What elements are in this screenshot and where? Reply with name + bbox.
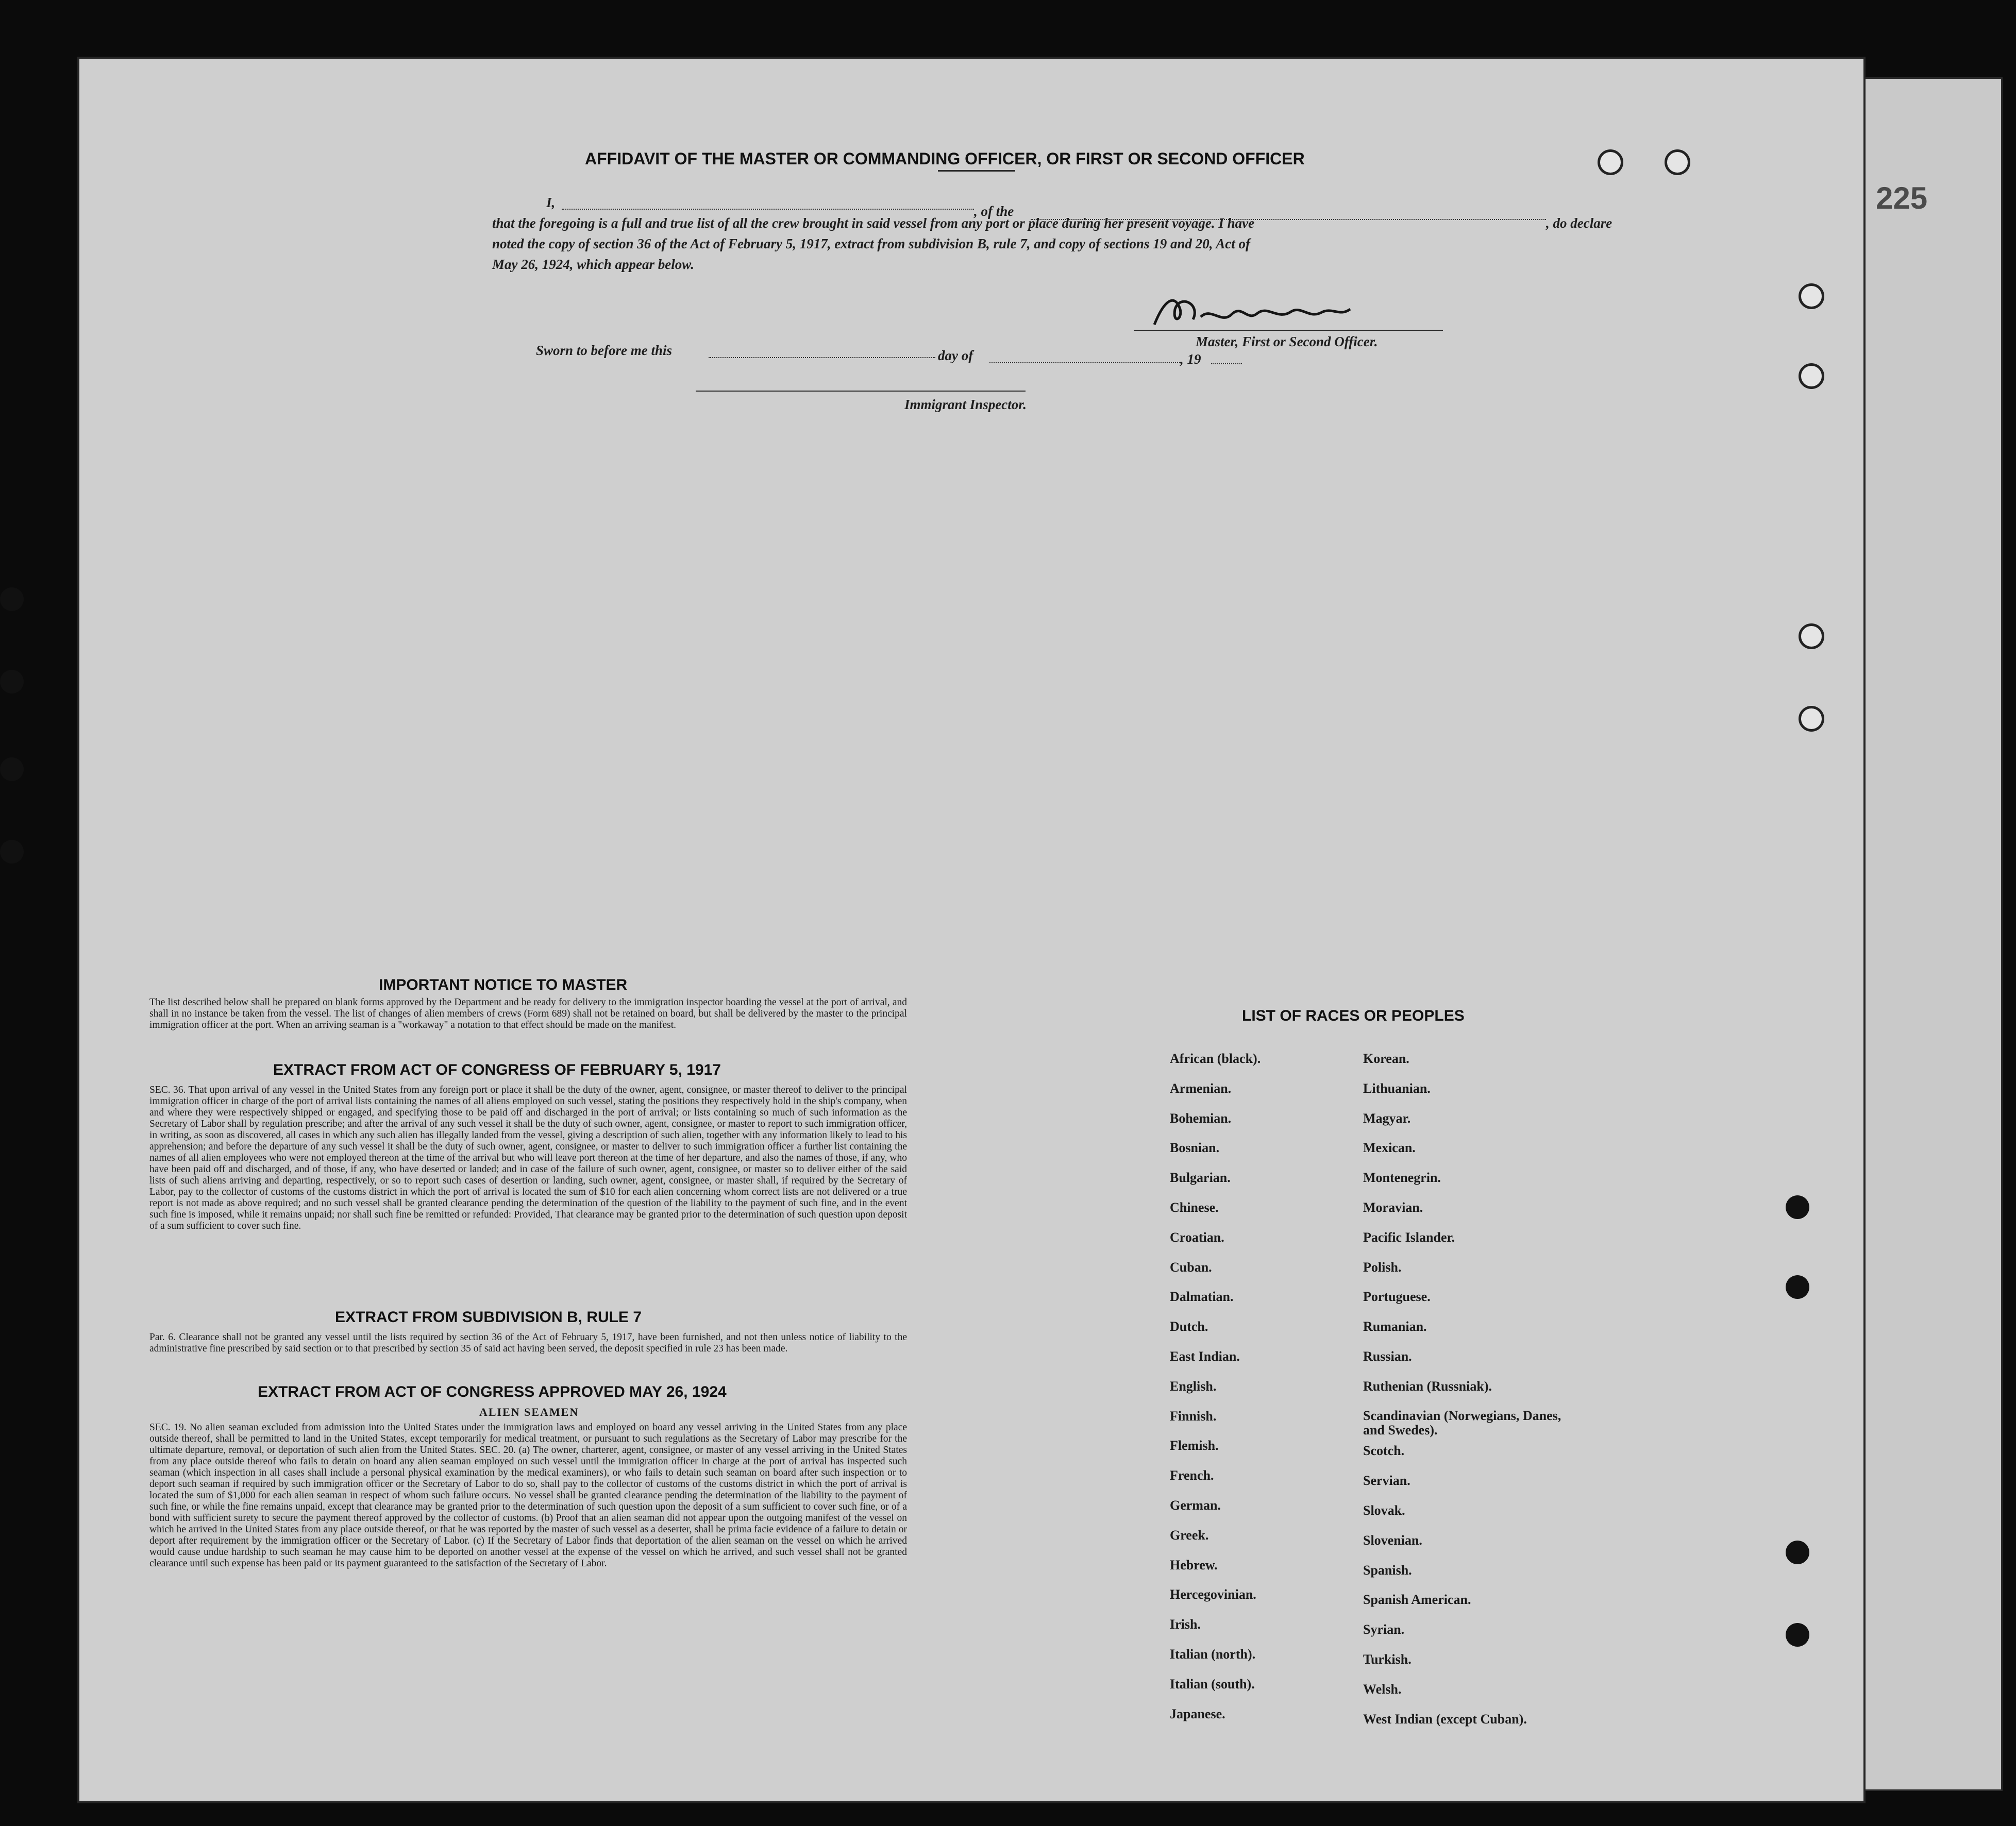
extract-1917-text: SEC. 36. That upon arrival of any vessel in the United States from any foreign port or place it shall be the duty of the owner, agent, consignee, or master thereof to deliver to the principal immigration officer in charge of the port of arrival lists containing the names of all aliens employed on such vessel, stating the positions they respectively hold in the ship's company, when and where they were respectively shipped or engaged, and specifying those to be paid off and discharged in the port of arrival; or lists containing so much of such information as the Secretary of Labor shall by regulation prescribe; and after the arrival of any such vessel it shall be the duty of such owner, agent, consignee, or master to report to such immigration officer, in writing, as soon as discovered, all cases in which any such alien has illegally landed from the vessel, giving a description of such alien, together with any information likely to lead to his apprehension; and before the departure of any such vessel it shall be the duty of such owner, agent, consignee, or master to deliver to such immigration officer a further list containing the names of all alien employees who were not employed thereon at the time of the arrival but who will leave port thereon at the time of her departure, and also the names of those, if any, who have been paid off and discharged, and of those, if any, who have deserted or landed; and in case of the failure of such owner, agent, consignee, or master so to deliver either of the said lists of such aliens arriving and departing, respectively, or so to report such cases of desertion or landing, such owner, agent, consignee, or master shall, if required by the Secretary of Labor, pay to the collector of customs of the customs district in which the port of arrival is located the sum of $10 for each alien concerning whom correct lists are not delivered or a true report is not made as above required; and no such vessel shall be granted clearance pending the determination of the question of the liability to the payment of such fine, and in the event such fine is imposed, while it remains unpaid; nor shall such fine be remitted or refunded: Provided, That clearance may be granted prior to the determination of such question upon deposit of a sum sufficient to cover such fine. <box>149 1085 907 1231</box>
race-right-item: Slovenian. <box>1363 1532 1422 1548</box>
punch-hole <box>0 587 24 611</box>
affidavit-title: AFFIDAVIT OF THE MASTER OR COMMANDING OFFICER, OR FIRST OR SECOND OFFICER <box>585 149 1305 168</box>
race-right-item: Slovak. <box>1363 1503 1405 1518</box>
race-left-item: French. <box>1170 1468 1214 1483</box>
punch-hole <box>1786 1623 1809 1647</box>
race-right-item: Spanish. <box>1363 1562 1412 1578</box>
race-left-item: Japanese. <box>1170 1706 1225 1721</box>
extract-1924-text: SEC. 19. No alien seaman excluded from admission into the United States under the immigration laws and employed on board any vessel arriving in the United States from any place outside thereof, shall be permitted to land in the United States, except temporarily for medical treatment, or pursuant to such regulations as the Secretary of Labor may prescribe for the ultimate departure, removal, or deportation of such alien from the United States. SEC. 20. (a) The owner, charterer, agent, consignee, or master of any vessel arriving in the United States from any place outside thereof who fails to detain on board any alien seaman employed on such vessel until the immigration officer in charge at the port of arrival has inspected such seaman (which inspection in all cases shall include a personal physical examination by the medical examiners), or who fails to detain such seaman on board after such inspection or to deport such seaman if required by such immigration officer or the Secretary of Labor to do so, shall pay to the collector of customs of the customs district in which the port of arrival is located the sum of $1,000 for each alien seaman in respect of whom such failure occurs. No vessel shall be granted clearance pending the determination of the liability to the payment of such fine, or while the fine remains unpaid, except that clearance may be granted prior to the determination of such question upon the deposit of a sum sufficient to cover such fine, or of a bond with sufficient surety to secure the payment thereof approved by the collector of customs. (b) Proof that an alien seaman did not appear upon the outgoing manifest of the vessel on which he arrived in the United States from any place outside thereof, or that he was reported by the master of such vessel as a deserter, shall be prima facie evidence of a failure to detain or deport after requirement by the immigration officer or the Secretary of Labor. (c) If the Secretary of Labor finds that deportation of the alien seaman on the vessel on which he arrived would cause undue hardship to such seaman he may cause him to be deported on another vessel at the expense of the vessel on which he arrived, and such vessel shall not be granted clearance until such expense has been paid or its payment guaranteed to the satisfaction of the Secretary of Labor. <box>149 1422 907 1569</box>
race-left-item: Armenian. <box>1170 1080 1232 1096</box>
day-of-label: day of <box>938 348 973 363</box>
punch-hole <box>0 757 24 781</box>
punch-hole <box>1598 149 1623 175</box>
race-left-item: Bosnian. <box>1170 1140 1220 1156</box>
race-right-item: Russian. <box>1363 1349 1412 1364</box>
race-right-item: Moravian. <box>1363 1200 1423 1215</box>
race-right-item: Mexican. <box>1363 1140 1416 1156</box>
race-left-item: Bohemian. <box>1170 1110 1232 1126</box>
master-signature <box>1144 289 1360 335</box>
page-number: 225 <box>1876 181 1928 215</box>
punch-hole <box>1665 149 1690 175</box>
punch-hole <box>0 670 24 694</box>
race-left-item: Dalmatian. <box>1170 1289 1234 1305</box>
punch-hole <box>0 840 24 864</box>
race-right-item: Korean. <box>1363 1051 1409 1066</box>
sworn-day-blank[interactable] <box>709 357 935 358</box>
race-right-item: Pacific Islander. <box>1363 1229 1455 1245</box>
race-left-item: Bulgarian. <box>1170 1170 1231 1186</box>
race-left-item: Italian (south). <box>1170 1676 1255 1692</box>
race-left-item: Italian (north). <box>1170 1647 1256 1662</box>
punch-hole <box>1799 283 1824 309</box>
master-signature-line <box>1134 330 1443 331</box>
affidavit-body-line3: May 26, 1924, which appear below. <box>492 257 695 272</box>
race-right-item: Lithuanian. <box>1363 1080 1431 1096</box>
title-underline <box>938 170 1015 172</box>
race-left-item: African (black). <box>1170 1051 1261 1066</box>
race-left-item: Cuban. <box>1170 1259 1212 1275</box>
affidavit-of-the-label: , of the <box>974 204 1014 219</box>
races-title: LIST OF RACES OR PEOPLES <box>1242 1007 1465 1024</box>
race-right-item: Welsh. <box>1363 1681 1402 1697</box>
master-label: Master, First or Second Officer. <box>1196 334 1378 349</box>
race-left-item: Chinese. <box>1170 1200 1219 1215</box>
race-left-item: Dutch. <box>1170 1319 1208 1334</box>
affidavit-body-line1: that the foregoing is a full and true list of all the crew brought in said vessel from any port or place during her present voyage. I have <box>492 215 1255 231</box>
race-right-item: Servian. <box>1363 1473 1410 1489</box>
race-left-item: Croatian. <box>1170 1229 1224 1245</box>
race-left-item: Flemish. <box>1170 1438 1219 1453</box>
punch-hole <box>1786 1541 1809 1564</box>
race-right-item: Montenegrin. <box>1363 1170 1441 1186</box>
race-left-item: Irish. <box>1170 1617 1201 1632</box>
sworn-label: Sworn to before me this <box>536 343 673 358</box>
race-right-item: Turkish. <box>1363 1652 1412 1667</box>
race-right-item: Rumanian. <box>1363 1319 1427 1334</box>
punch-hole <box>1786 1195 1809 1219</box>
race-right-item: Polish. <box>1363 1259 1402 1275</box>
inspector-label: Immigrant Inspector. <box>904 397 1027 412</box>
notice-title: IMPORTANT NOTICE TO MASTER <box>379 976 628 993</box>
race-left-item: East Indian. <box>1170 1349 1240 1364</box>
affidavit-i-label: I, <box>546 195 556 210</box>
punch-hole <box>1799 706 1824 732</box>
race-left-item: Hercegovinian. <box>1170 1587 1256 1602</box>
race-right-item: Portuguese. <box>1363 1289 1431 1305</box>
extract-rule7-title: EXTRACT FROM SUBDIVISION B, RULE 7 <box>335 1309 642 1326</box>
extract-1924-title: EXTRACT FROM ACT OF CONGRESS APPROVED MAY 26, 1924 <box>258 1383 727 1400</box>
race-right-item: Scandinavian (Norwegians, Danes, and Swedes). <box>1363 1408 1561 1438</box>
race-left-item: German. <box>1170 1498 1221 1513</box>
race-left-item: Hebrew. <box>1170 1557 1218 1573</box>
affidavit-body-line2: noted the copy of section 36 of the Act of February 5, 1917, extract from subdivision B, rule 7, and copy of sections 19 and 20, Act of <box>492 236 1250 251</box>
race-right-item: Syrian. <box>1363 1622 1405 1637</box>
notice-text: The list described below shall be prepared on blank forms approved by the Department and be ready for delivery to the immigration inspector boarding the vessel at the port of arrival, and shall in no instance be taken from the vessel. The list of changes of alien members of crews (Form 689) shall not be retained on board, but shall be delivered by the master to the principal immigration officer at the port. When an arriving seaman is a "workaway" a notation to that effect should be made on the manifest. <box>149 997 907 1030</box>
sworn-year-blank[interactable] <box>1211 363 1242 364</box>
extract-rule7-text: Par. 6. Clearance shall not be granted any vessel until the lists required by section 36 of the Act of February 5, 1917, have been furnished, and not then unless notice of liability to the administrative fine prescribed by said section or to that prescribed by section 35 of said act having been served, the deposit specified in rule 23 has been made. <box>149 1332 907 1354</box>
race-left-item: English. <box>1170 1378 1217 1394</box>
sworn-month-blank[interactable] <box>989 362 1180 363</box>
race-right-item: Spanish American. <box>1363 1592 1471 1608</box>
extract-1924-subtitle: ALIEN SEAMEN <box>479 1406 579 1418</box>
race-right-item: Ruthenian (Russniak). <box>1363 1378 1492 1394</box>
race-right-item: Magyar. <box>1363 1110 1411 1126</box>
year-label: , 19 <box>1180 351 1201 367</box>
race-right-item: West Indian (except Cuban). <box>1363 1711 1527 1727</box>
extract-1917-title: EXTRACT FROM ACT OF CONGRESS OF FEBRUARY 5, 1917 <box>273 1061 721 1078</box>
race-left-item: Greek. <box>1170 1527 1209 1543</box>
race-left-item: Finnish. <box>1170 1408 1217 1424</box>
affidavit-do-declare: , do declare <box>1546 215 1612 231</box>
punch-hole <box>1786 1275 1809 1299</box>
inspector-signature-line <box>696 391 1026 392</box>
punch-hole <box>1799 623 1824 649</box>
race-right-item: Scotch. <box>1363 1443 1405 1459</box>
punch-hole <box>1799 363 1824 389</box>
name-blank[interactable] <box>562 209 974 210</box>
